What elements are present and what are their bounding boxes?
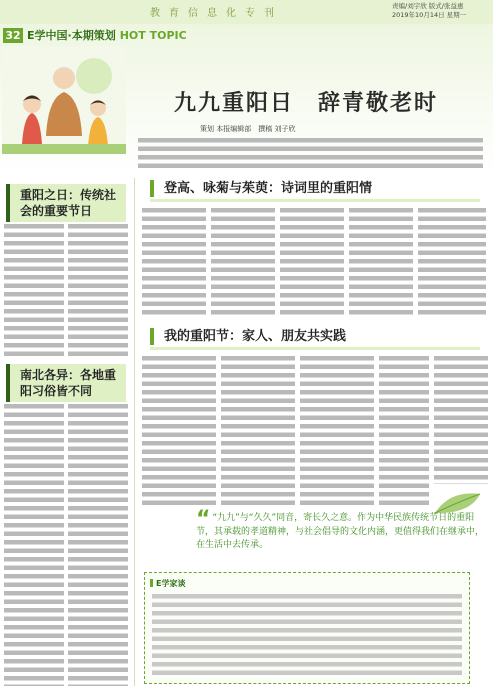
section-label [27, 28, 187, 43]
body-text-practice-4 [379, 356, 429, 506]
heading-left-2: 南北各异：各地重阳习俗皆不同 [6, 364, 126, 402]
body-text-poems-4 [349, 208, 413, 318]
header-band-title: 教育信息化专刊 [150, 8, 283, 19]
body-text-poems-1 [142, 208, 206, 318]
body-text-left-1a [4, 224, 64, 356]
family-illustration [2, 46, 126, 154]
quote-mark: “ [196, 507, 211, 532]
heading-right-2: 我的重阳节：家人、朋友共实践 [150, 328, 346, 345]
body-text-left-2b [68, 404, 128, 686]
label-bar [150, 579, 153, 587]
expert-box-label-text: E学家谈 [156, 579, 186, 588]
closing-caption-text: “九九”与“久久”同音，寄长久之意。作为中华民族传统节日的重阳节，其承载的孝道精神，与社会倡导的文化内涵，更值得我们在继承中，在生活中去传承。 [196, 513, 485, 550]
body-text-practice-5 [434, 356, 488, 484]
article-byline: 策划 本报编辑部 撰稿 刘子欣 [200, 125, 296, 133]
body-text-poems-3 [280, 208, 344, 318]
heading-right-1: 登高、咏菊与茱萸：诗词里的重阳情 [150, 180, 372, 197]
body-text-practice-3 [300, 356, 374, 506]
body-text-poems-5 [418, 208, 486, 318]
body-text-practice-1 [142, 356, 216, 506]
section-name: E学中国·本期策划 [27, 29, 116, 42]
expert-box-label [150, 578, 185, 589]
body-text-poems-2 [211, 208, 275, 318]
heading-underline-2 [150, 347, 480, 350]
closing-caption [196, 507, 486, 552]
hot-topic-label: HOT TOPIC [119, 29, 187, 42]
heading-underline [150, 199, 480, 202]
body-text-practice-2 [221, 356, 295, 506]
body-text-left-2a [4, 404, 64, 686]
header-editors: 责编/刘宇欣 版式/张益惠 [392, 2, 464, 10]
body-text-left-1b [68, 224, 128, 356]
column-divider [134, 178, 135, 686]
header-meta [392, 2, 492, 20]
header-date: 2019年10月14日 星期一 [392, 11, 467, 19]
page-number: 32 [3, 28, 23, 43]
intro-paragraph [138, 138, 483, 168]
article-title: 九九重阳日 辞青敬老时 [173, 91, 438, 116]
expert-box-text [152, 594, 462, 678]
heading-left-1: 重阳之日：传统社会的重要节日 [6, 184, 126, 222]
